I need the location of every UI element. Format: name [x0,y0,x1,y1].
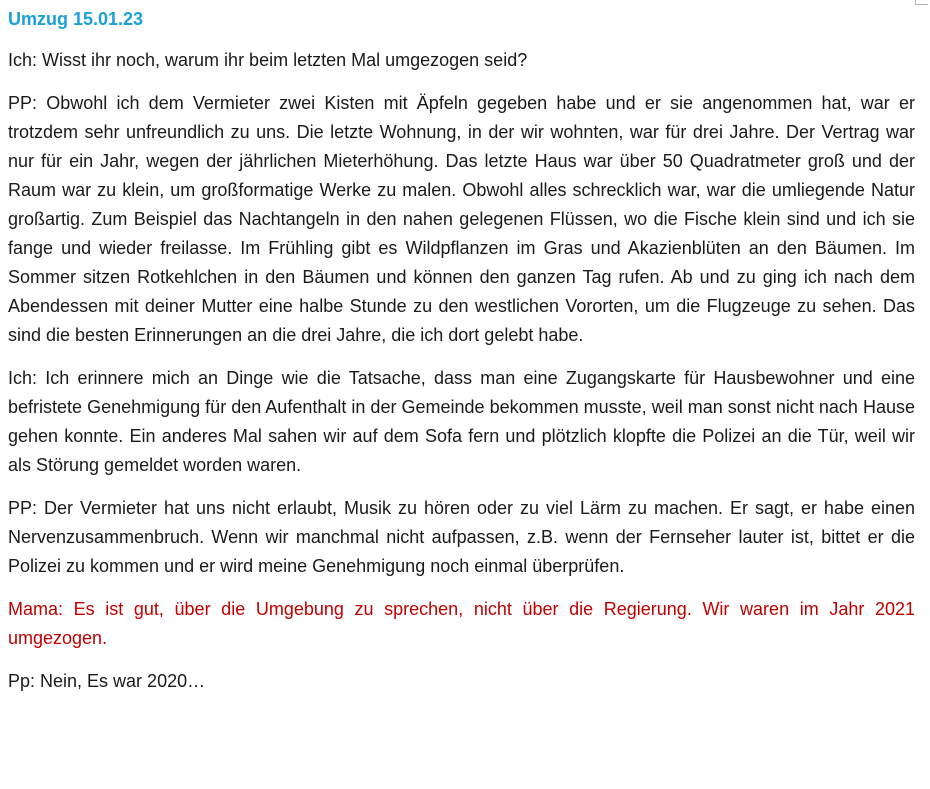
paragraph-ich-memories: Ich: Ich erinnere mich an Dinge wie die Tatsache, dass man eine Zugangskarte für Hausbewohner und eine befristete Genehmigung für den Aufenthalt in der Gemeinde bekommen musste, weil man sonst nicht nach Hause gehen konnte. Ein anderes Mal sahen wir auf dem Sofa fern und plötzlich klopfte die Polizei an die Tür, weil wir als Störung gemeldet worden waren. [8,368,915,475]
paragraph-pp-landlord: PP: Der Vermieter hat uns nicht erlaubt, Musik zu hören oder zu viel Lärm zu machen. Er sagt, er habe einen Nervenzusammenbruch. Wenn wir manchmal nicht aufpassen, z.B. wenn der Fernseher lauter ist, bittet er die Polizei zu kommen und er wird meine Genehmigung noch einmal überprüfen. [8,498,915,576]
paragraph-mama-comment: Mama: Es ist gut, über die Umgebung zu sprechen, nicht über die Regierung. Wir waren im Jahr 2021 umgezogen. [8,599,915,648]
document-page [8,6,915,710]
document-title: Umzug 15.01.23 [8,9,144,29]
paragraph-ich-question: Ich: Wisst ihr noch, warum ihr beim letzten Mal umgezogen seid? [8,50,528,70]
page-corner-marker [915,0,928,5]
paragraph-pp-memories: PP: Obwohl ich dem Vermieter zwei Kisten mit Äpfeln gegeben habe und er sie angenommen hat, war er trotzdem sehr unfreundlich zu uns. Die letzte Wohnung, in der wir wohnten, war für drei Jahre. Der Vertrag war nur für ein Jahr, wegen der jährlichen Mieterhöhung. Das letzte Haus war über 50 Quadratmeter groß und der Raum war zu klein, um großformatige Werke zu malen. Obwohl alles schrecklich war, war die umliegende Natur großartig. Zum Beispiel das Nachtangeln in den nahen gelegenen Flüssen, wo die Fische klein sind und ich sie fange und wieder freilasse. Im Frühling gibt es Wildpflanzen im Gras und Akazienblüten an den Bäumen. Im Sommer sitzen Rotkehlchen in den Bäumen und können den ganzen Tag rufen. Ab und zu ging ich nach dem Abendessen mit deiner Mutter eine halbe Stunde zu den westlichen Vororten, um die Flugzeuge zu sehen. Das sind die besten Erinnerungen an die drei Jahre, die ich dort gelebt habe. [8,93,915,345]
paragraph-pp-reply: Pp: Nein, Es war 2020… [8,671,206,691]
